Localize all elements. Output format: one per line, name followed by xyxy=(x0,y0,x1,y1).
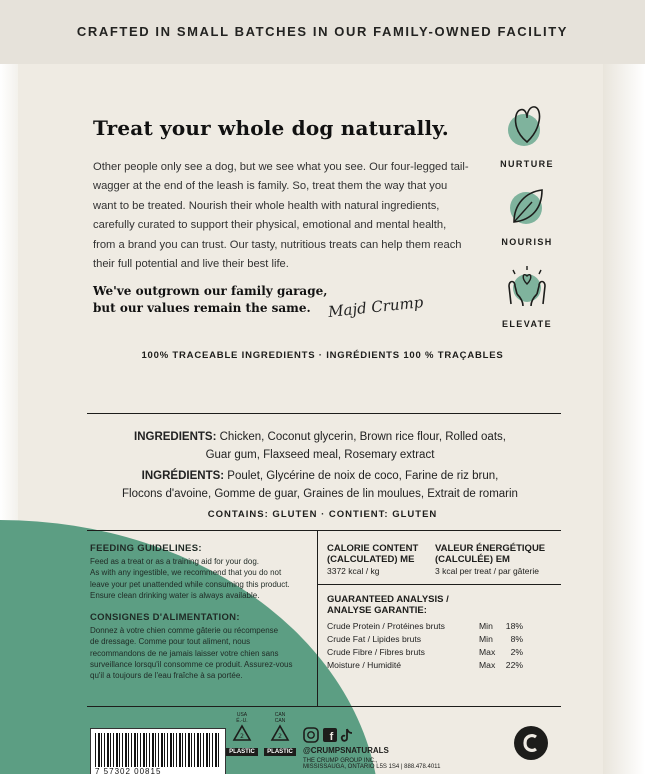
analysis-value: 18% xyxy=(505,621,523,631)
social-icons xyxy=(303,727,363,748)
plastic-label: PLASTIC xyxy=(264,748,296,756)
calorie-title: (CALCULÉE) EM xyxy=(435,554,510,565)
feeding-line: Donnez à votre chien comme gâterie ou récompense xyxy=(90,626,279,636)
ingredients-en-line-2: Guar gum, Flaxseed meal, Rosemary extract xyxy=(205,449,435,461)
recycle-label-canada xyxy=(264,712,296,756)
tagline-line-2: but our values remain the same. xyxy=(93,301,311,315)
recycle-icon xyxy=(269,724,291,746)
brand-logo xyxy=(514,726,548,760)
calorie-content-en xyxy=(327,543,418,576)
recycle-icon xyxy=(231,724,253,746)
intro-paragraph: Other people only see a dog, but we see what you see. Our four-legged tail-wagger at the end of the leash is family. So, treat them the way that you want to be treated. Nourish their whole health with natural ingredients, carefully curated to support their physical, emotional and mental health, from a brand you can trust. Our tasty, nutritious treats can help them reach their full potential and live their best life. xyxy=(93,161,469,271)
divider-top xyxy=(87,413,561,414)
column-divider xyxy=(317,530,318,706)
divider-middle xyxy=(87,530,561,531)
social-handle: @CRUMPSNATURALS xyxy=(303,746,389,755)
feeding-line: surveillance lorsqu'il consomme ce produit. Assurez-vous xyxy=(90,659,293,669)
feeding-line: As with any ingestible, we recommend that you do not xyxy=(90,568,282,578)
analysis-name: Moisture / Humidité xyxy=(327,660,402,670)
feeding-guidelines-en xyxy=(90,543,310,601)
heart-icon xyxy=(504,100,550,150)
top-banner xyxy=(0,0,645,64)
value-nourish xyxy=(482,184,572,247)
ingredients-fr xyxy=(80,467,560,503)
calorie-divider xyxy=(317,584,561,585)
feeding-title-fr: CONSIGNES D'ALIMENTATION: xyxy=(90,612,240,623)
ingredients-fr-line-1: Poulet, Glycérine de noix de coco, Farine de riz brun, xyxy=(224,470,499,482)
ingredients-en-line-1: Chicken, Coconut glycerin, Brown rice flour, Rolled oats, xyxy=(216,431,506,443)
analysis-name: Crude Fat / Lipides bruts xyxy=(327,634,422,644)
feeding-title-en: FEEDING GUIDELINES: xyxy=(90,543,202,554)
tiktok-icon[interactable] xyxy=(342,729,352,741)
value-label: ELEVATE xyxy=(502,319,552,329)
barcode xyxy=(90,728,226,774)
ingredients-en xyxy=(80,428,560,464)
value-elevate xyxy=(482,264,572,329)
facebook-icon[interactable] xyxy=(323,728,337,743)
tagline xyxy=(93,283,333,317)
calorie-content-fr xyxy=(435,543,545,576)
feeding-line: Ensure clean drinking water is always available. xyxy=(90,590,260,600)
analysis-value: 8% xyxy=(510,634,523,644)
calorie-value: 3372 kcal / kg xyxy=(327,566,380,576)
svg-text:2: 2 xyxy=(240,733,244,740)
guaranteed-analysis-title xyxy=(327,594,449,616)
feeding-line: de dressage. Comme pour tout aliment, nous xyxy=(90,637,251,647)
value-nurture xyxy=(482,100,572,169)
traceable-statement: 100% TRACEABLE INGREDIENTS · INGRÉDIENTS 100 % TRAÇABLES xyxy=(141,350,504,361)
raised-hands-icon xyxy=(501,264,553,310)
feeding-guidelines-fr xyxy=(90,612,310,681)
analysis-qualifier: Min xyxy=(479,621,493,631)
recycle-region: CAN xyxy=(274,712,286,718)
analysis-value: 22% xyxy=(505,660,523,670)
leaf-icon xyxy=(504,184,550,228)
barcode-number: 7 57302 00815 xyxy=(95,767,162,774)
ingredients-en-label: INGREDIENTS: xyxy=(134,431,217,443)
pouch-edge-right xyxy=(603,0,645,774)
analysis-value: 2% xyxy=(510,647,523,657)
barcode-bars xyxy=(95,733,221,767)
analysis-qualifier: Max xyxy=(479,647,496,657)
recycle-region: É.-U. xyxy=(236,718,248,724)
plastic-label: PLASTIC xyxy=(226,748,258,756)
value-label: NURTURE xyxy=(500,159,554,169)
recycle-region: CAN xyxy=(274,718,286,724)
analysis-qualifier: Min xyxy=(479,634,493,644)
analysis-title-line: ANALYSE GARANTIE: xyxy=(327,605,427,616)
ingredients-fr-label: INGRÉDIENTS: xyxy=(141,470,225,482)
divider-bottom xyxy=(87,706,561,707)
value-label: NOURISH xyxy=(501,237,553,247)
feeding-line: qu'il a toujours de l'eau fraîche à sa portée. xyxy=(90,671,243,681)
feeding-line: leave your pet unattended while consuming this product. xyxy=(90,579,290,589)
calorie-title: VALEUR ÉNERGÉTIQUE xyxy=(435,543,546,554)
tagline-line-1: We've outgrown our family garage, xyxy=(93,284,328,298)
analysis-name: Crude Fibre / Fibres bruts xyxy=(327,647,425,657)
analysis-name: Crude Protein / Protéines bruts xyxy=(327,621,445,631)
calorie-title: CALORIE CONTENT xyxy=(327,543,419,554)
analysis-title-line: GUARANTEED ANALYSIS / xyxy=(327,594,449,605)
svg-text:2: 2 xyxy=(278,733,282,740)
ingredients-fr-line-2: Flocons d'avoine, Gomme de guar, Graines de lin moulues, Extrait de romarin xyxy=(122,488,518,500)
company-address: THE CRUMP GROUP INC., MISSISSAUGA, ONTARIO L5S 1S4 | 888.478.4011 xyxy=(303,758,441,770)
feeding-line: recommandons de ne jamais laisser votre chien sans xyxy=(90,648,279,658)
recycle-region: USA xyxy=(236,712,248,718)
feeding-line: Feed as a treat or as a training aid for your dog. xyxy=(90,557,259,567)
svg-text:f: f xyxy=(329,731,334,743)
analysis-qualifier: Max xyxy=(479,660,496,670)
recycle-label-usa xyxy=(226,712,258,756)
calorie-title: (CALCULATED) ME xyxy=(327,554,415,565)
allergen-statement: CONTAINS: GLUTEN · CONTIENT: GLUTEN xyxy=(207,509,438,520)
calorie-value: 3 kcal per treat / par gâterie xyxy=(435,566,539,576)
signature: Majd Crump xyxy=(327,293,425,321)
banner-text: CRAFTED IN SMALL BATCHES IN OUR FAMILY-OWNED FACILITY xyxy=(76,24,569,39)
instagram-icon[interactable] xyxy=(304,728,318,742)
headline: Treat your whole dog naturally. xyxy=(93,116,449,140)
